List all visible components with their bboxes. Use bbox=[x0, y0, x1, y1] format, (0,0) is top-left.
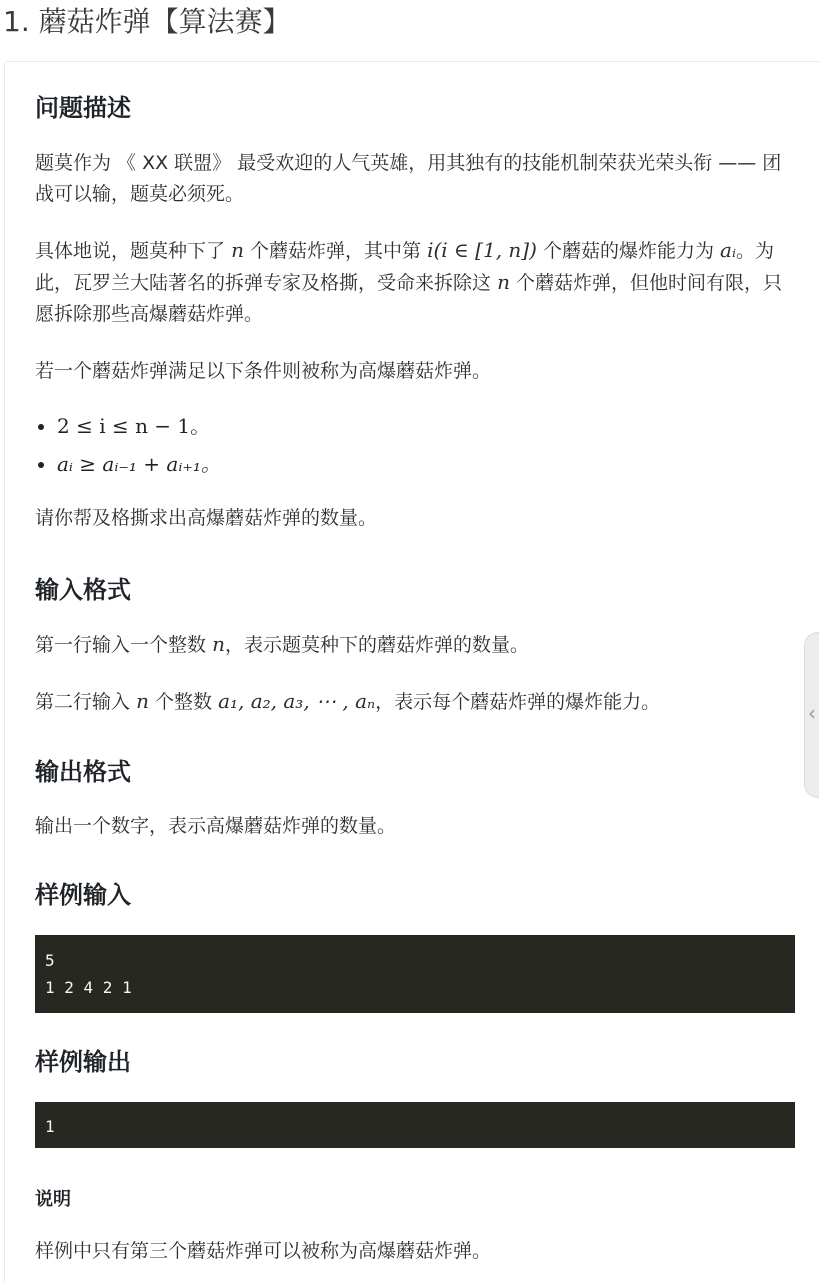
note-paragraph-1: 样例中只有第三个蘑菇炸弹可以被称为高爆蘑菇炸弹。 bbox=[35, 1240, 492, 1262]
note-heading: 说明 bbox=[35, 1189, 71, 1210]
condition-item-2: • aᵢ ≥ aᵢ₋₁ + aᵢ₊₁。 bbox=[57, 445, 221, 483]
sample-output-heading: 样例输出 bbox=[35, 1048, 131, 1076]
side-panel-toggle[interactable] bbox=[804, 632, 819, 798]
desc-paragraph-1: 题莫作为 《 XX 联盟》 最受欢迎的人气英雄，用其独有的技能机制荣获光荣头衔 —— 团战可以输，题莫必须死。 bbox=[35, 152, 782, 205]
input-paragraph-2: 第二行输入 n 个整数 a₁, a₂, a₃, ⋯ , aₙ，表示每个蘑菇炸弹的爆炸能力。 bbox=[35, 689, 661, 713]
desc-paragraph-3: 若一个蘑菇炸弹满足以下条件则被称为高爆蘑菇炸弹。 bbox=[35, 360, 492, 382]
output-heading: 输出格式 bbox=[35, 758, 131, 786]
chevron-left-icon: ‹ bbox=[808, 701, 816, 725]
desc-heading: 问题描述 bbox=[35, 94, 131, 122]
desc-paragraph-2: 具体地说，题莫种下了 n 个蘑菇炸弹，其中第 i(i ∈ [1, n]) 个蘑菇的爆炸能力为 aᵢ。为此，瓦罗兰大陆著名的拆弹专家及格撕，受命来拆除这 n 个蘑菇炸弹，但他时间有限，只愿拆除那些高爆蘑菇炸弹。 bbox=[35, 238, 783, 325]
condition-item-1: • 2 ≤ i ≤ n − 1。 bbox=[57, 407, 221, 445]
page-title: 1. 蘑菇炸弹【算法赛】 bbox=[3, 5, 291, 38]
output-paragraph-1: 输出一个数字，表示高爆蘑菇炸弹的数量。 bbox=[35, 815, 397, 837]
sample-input-heading: 样例输入 bbox=[35, 881, 131, 909]
conditions-list bbox=[35, 407, 221, 483]
sample-output-code: 1 bbox=[35, 1102, 795, 1148]
input-paragraph-1: 第一行输入一个整数 n，表示题莫种下的蘑菇炸弹的数量。 bbox=[35, 632, 529, 656]
sample-input-code: 5 1 2 4 2 1 bbox=[35, 935, 795, 1013]
problem-card bbox=[4, 61, 819, 1282]
input-heading: 输入格式 bbox=[35, 576, 131, 604]
desc-paragraph-4: 请你帮及格撕求出高爆蘑菇炸弹的数量。 bbox=[35, 507, 378, 529]
